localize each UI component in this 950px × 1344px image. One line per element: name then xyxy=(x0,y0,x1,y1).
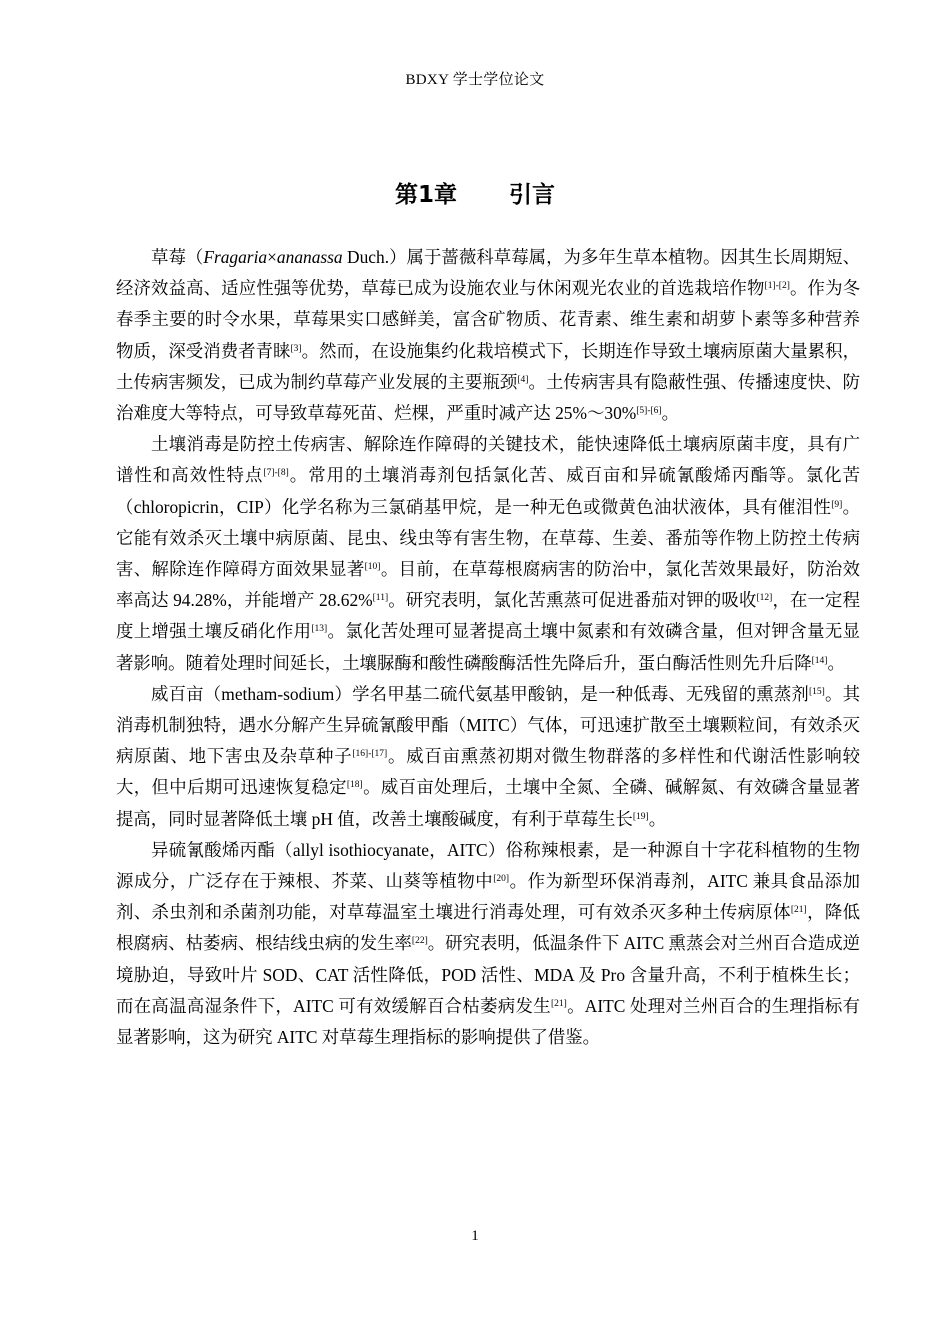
text-run: ，在一定程度上增强土壤反硝化作用 xyxy=(116,590,860,642)
text-run: 。其消毒机制独特，遇水分解产生异硫氰酸甲酯（MITC）气体，可迅速扩散至土壤颗粒间，有效杀灭病原菌、地下害虫及杂草种子 xyxy=(116,683,860,767)
citation-ref: [21] xyxy=(790,905,807,916)
citation-ref: [4] xyxy=(517,374,529,385)
running-header: BDXY 学士学位论文 xyxy=(405,72,545,88)
text-run: 。研究表明，氯化苦熏蒸可促进番茄对钾的吸收 xyxy=(388,590,757,611)
text-run: 。作为新型环保消毒剂，AITC 兼具食品添加剂、杀虫剂和杀菌剂功能，对草莓温室土壤进行消毒处理，可有效杀灭多种土传病原体 xyxy=(116,871,860,923)
body-paragraph xyxy=(116,679,860,835)
citation-ref: [3] xyxy=(290,343,302,354)
citation-ref: [19] xyxy=(632,811,649,822)
italic-species-name: ananassa xyxy=(276,247,343,267)
text-run: 。 xyxy=(827,652,845,673)
citation-ref: [5]-[6] xyxy=(636,406,662,417)
citation-ref: [14] xyxy=(811,655,828,666)
text-run: 异硫氰酸烯丙酯（allyl isothiocyanate，AITC）俗称辣根素，是一种源自十字花科植物的生物源成分，广泛存在于辣根、芥菜、山葵等植物中 xyxy=(116,839,860,892)
text-run: 。威百亩处理后，土壤中全氮、全磷、碱解氮、有效磷含量显著提高，同时显著降低土壤 pH 值，改善土壤酸碱度，有利于草莓生长 xyxy=(116,777,860,829)
citation-ref: [12] xyxy=(756,593,773,604)
text-run: 。作为冬春季主要的时令水果，草莓果实口感鲜美，富含矿物质、花青素、维生素和胡萝卜素等多种营养物质，深受消费者青睐 xyxy=(116,278,860,361)
text-run: 。目前，在草莓根腐病害的防治中，氯化苦效果最好，防治效率高达 94.28%，并能增产 28.62% xyxy=(116,559,860,611)
citation-ref: [21] xyxy=(550,998,567,1009)
text-run: 。威百亩熏蒸初期对微生物群落的多样性和代谢活性影响较大，但中后期可迅速恢复稳定 xyxy=(116,746,860,798)
citation-ref: [9] xyxy=(831,499,843,510)
citation-ref: [10] xyxy=(364,562,381,573)
text-run: 。AITC 处理对兰州百合的生理指标有显著影响，这为研究 AITC 对草莓生理指标的影响提供了借鉴。 xyxy=(116,995,860,1048)
body-paragraph xyxy=(116,242,860,429)
citation-ref: [18] xyxy=(346,780,363,791)
text-run: 。 xyxy=(661,403,679,424)
chapter-title: 引言 xyxy=(509,182,555,208)
italic-species-name: Fragaria xyxy=(203,247,268,267)
page-number: 1 xyxy=(471,1228,479,1244)
chapter-heading xyxy=(0,176,950,209)
text-run: 。研究表明，低温条件下 AITC 熏蒸会对兰州百合造成逆境胁迫，导致叶片 SOD、CAT 活性降低，POD 活性、MDA 及 Pro 含量升高，不利于植株生长；而在高温高湿条件下，AITC 可有效缓解百合枯萎病发生 xyxy=(116,933,860,1016)
citation-ref: [16]-[17] xyxy=(352,749,388,760)
body-paragraph xyxy=(116,835,860,1053)
text-run: 。它能有效杀灭土壤中病原菌、昆虫、线虫等有害生物，在草莓、生姜、番茄等作物上防控土传病害、解除连作障碍方面效果显著 xyxy=(116,496,860,580)
text-run: 土壤消毒是防控土传病害、解除连作障碍的关键技术，能快速降低土壤病原菌丰度，具有广谱性和高效性特点 xyxy=(116,434,860,486)
body-text xyxy=(116,242,860,1053)
text-run: 威百亩（metham-sodium）学名甲基二硫代氨基甲酸钠，是一种低毒、无残留的熏蒸剂 xyxy=(151,683,810,704)
citation-ref: [15] xyxy=(809,686,825,697)
citation-ref: [1]-[2] xyxy=(764,281,790,292)
text-run: 。 xyxy=(648,808,667,829)
citation-ref: [13] xyxy=(311,624,328,635)
text-run: 。氯化苦处理可显著提高土壤中氮素和有效磷含量，但对钾含量无显著影响。随着处理时间延长，土壤脲酶和酸性磷酸酶活性先降后升，蛋白酶活性则先升后降 xyxy=(116,621,860,673)
citation-ref: [11] xyxy=(372,593,389,604)
text-run: 。然而，在设施集约化栽培模式下，长期连作导致土壤病原菌大量累积，土传病害频发，已成为制约草莓产业发展的主要瓶颈 xyxy=(116,340,860,392)
citation-ref: [7]-[8] xyxy=(263,468,289,479)
citation-ref: [22] xyxy=(411,936,428,947)
text-run: 。常用的土壤消毒剂包括氯化苦、威百亩和异硫氰酸烯丙酯等。氯化苦（chloropicrin，CIP）化学名称为三氯硝基甲烷，是一种无色或微黄色油状液体，具有催泪性 xyxy=(116,465,860,517)
body-paragraph xyxy=(116,429,860,679)
text-run: 草莓（ xyxy=(151,247,204,267)
text-run: × xyxy=(267,247,277,267)
citation-ref: [20] xyxy=(493,874,510,885)
text-run: Duch.）属于蔷薇科草莓属，为多年生草本植物。因其生长周期短、经济效益高、适应性强等优势，草莓已成为设施农业与休闲观光农业的首选栽培作物 xyxy=(116,247,860,299)
text-run: ，降低根腐病、枯萎病、根结线虫病的发生率 xyxy=(116,902,860,954)
chapter-number: 第1章 xyxy=(394,182,457,208)
text-run: 。土传病害具有隐蔽性强、传播速度快、防治难度大等特点，可导致草莓死苗、烂棵，严重时减产达 25%～30% xyxy=(116,371,860,424)
